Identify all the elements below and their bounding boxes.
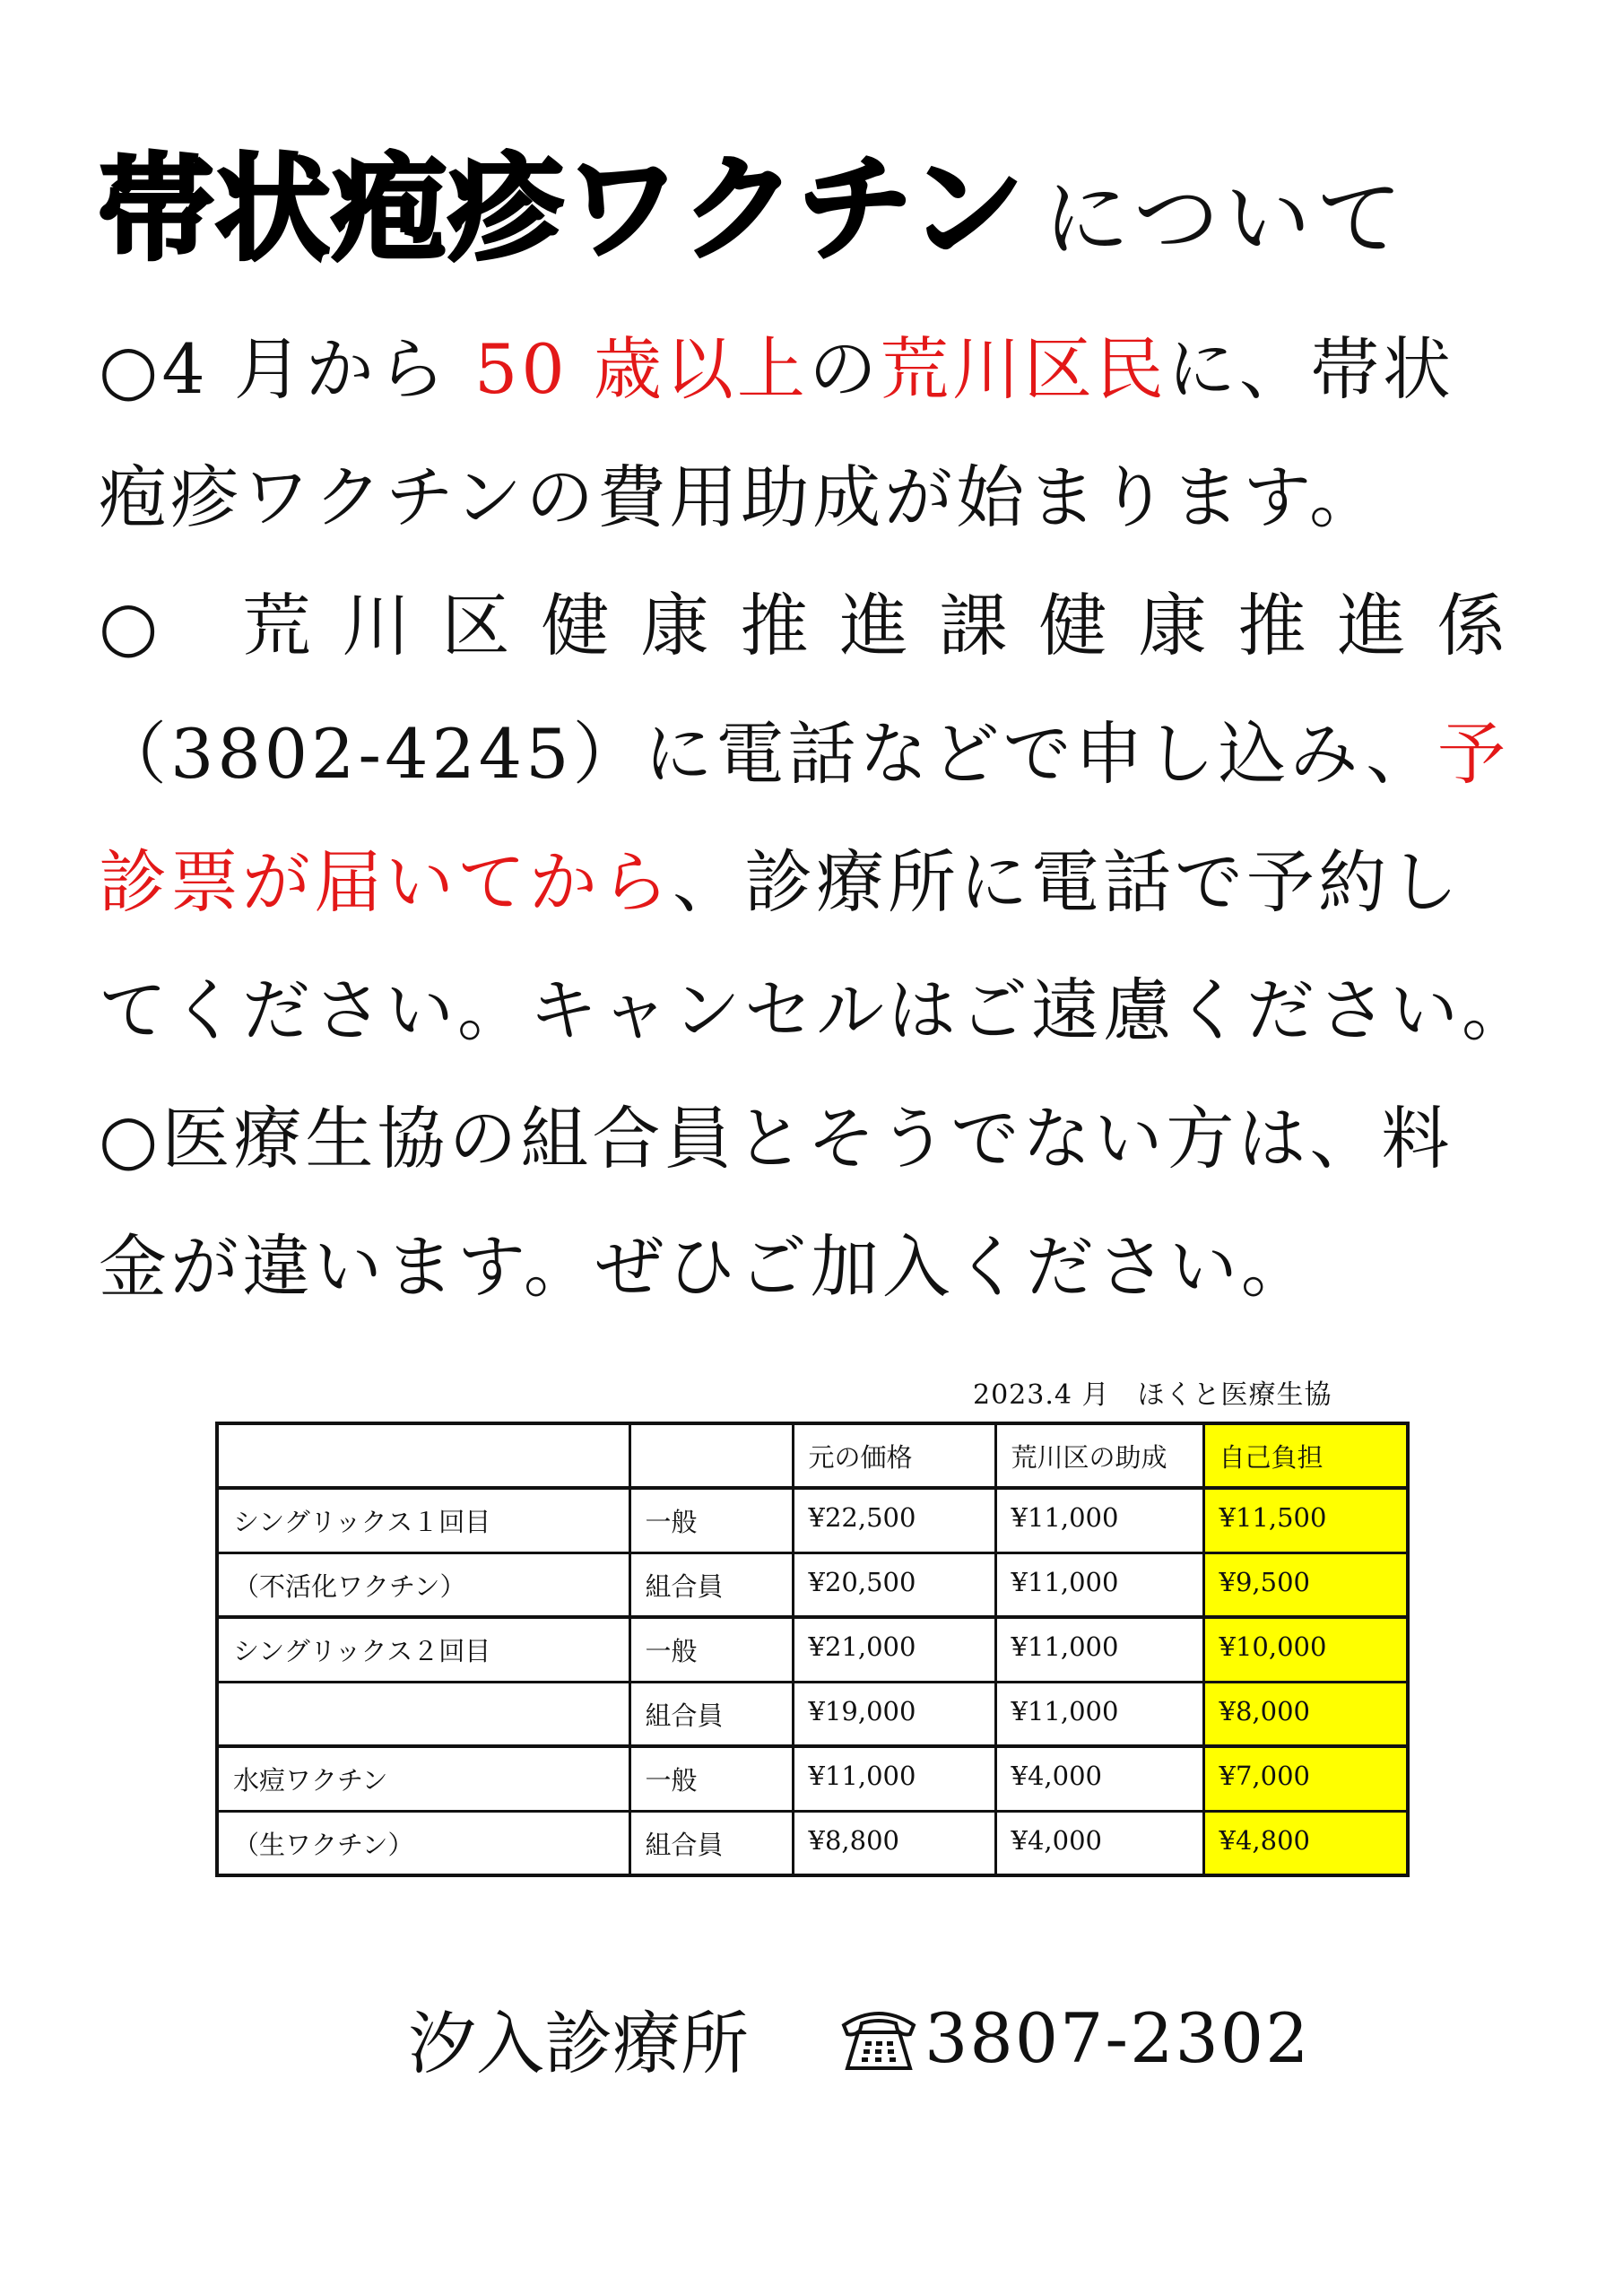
paragraph-2-line-1: ○ 荒川区健康推進課健康推進係: [99, 586, 1537, 665]
table-cell: ¥22,500: [793, 1488, 995, 1552]
text-span: （3802-4245）に電話などで申し込み、: [99, 714, 1438, 794]
table-cell: ¥9,500: [1203, 1552, 1408, 1617]
notice-body: [99, 305, 1569, 1331]
resident-highlight: 荒川区民: [880, 329, 1167, 409]
table-row: [217, 1552, 1408, 1617]
paragraph-2-line-4: てください。キャンセルはご遠慮ください。: [99, 970, 1533, 1050]
header-cell: 自己負担: [1203, 1423, 1408, 1488]
table-cell: ¥11,000: [995, 1617, 1203, 1682]
table-cell: シングリックス２回目: [217, 1617, 629, 1682]
header-cell: 元の価格: [793, 1423, 995, 1488]
form-highlight: 予: [1437, 714, 1510, 794]
table-row: [217, 1682, 1408, 1746]
table-cell: 組合員: [629, 1552, 793, 1617]
header-cell: 荒川区の助成: [995, 1423, 1203, 1488]
table-cell: ¥4,000: [995, 1811, 1203, 1875]
table-cell: 一般: [629, 1488, 793, 1552]
text-span: の: [808, 329, 881, 409]
table-cell: 組合員: [629, 1811, 793, 1875]
paragraph-2-line-2: [99, 690, 1569, 818]
paragraph-2-line-3: [99, 818, 1569, 946]
table-cell: 一般: [629, 1617, 793, 1682]
table-row: [217, 1488, 1408, 1552]
clinic-phone: 3807-2302: [924, 1998, 1311, 2078]
table-cell: ¥11,000: [793, 1746, 995, 1811]
telephone-icon: [838, 2004, 919, 2074]
table-cell: シングリックス１回目: [217, 1488, 629, 1552]
fee-table: [215, 1422, 1410, 1877]
header-cell: [217, 1423, 629, 1488]
table-cell: [217, 1682, 629, 1746]
table-row: [217, 1746, 1408, 1811]
table-cell: ¥11,000: [995, 1552, 1203, 1617]
issuer-note: 2023.4 月 ほくと医療生協: [973, 1379, 1332, 1411]
table-cell: ¥4,800: [1203, 1811, 1408, 1875]
paragraph-3-line-2: 金が違います。ぜひご加入ください。: [99, 1227, 1313, 1307]
title-suffix: について: [1043, 169, 1408, 269]
table-header-row: [217, 1423, 1408, 1488]
table-cell: ¥11,500: [1203, 1488, 1408, 1552]
title-main: 帯状疱疹ワクチン: [99, 143, 1026, 276]
age-highlight: 50 歳以上: [473, 329, 809, 409]
table-cell: ¥11,000: [995, 1682, 1203, 1746]
page-title: [99, 117, 1408, 282]
table-cell: （生ワクチン）: [217, 1811, 629, 1875]
table-cell: 一般: [629, 1746, 793, 1811]
table-cell: ¥4,000: [995, 1746, 1203, 1811]
form-highlight: 診票が届いてから: [99, 842, 673, 922]
paragraph-1-line-2: 疱疹ワクチンの費用助成が始まります。: [99, 457, 1382, 537]
clinic-name: 汐入診療所: [408, 2004, 749, 2083]
table-cell: ¥20,500: [793, 1552, 995, 1617]
table-cell: ¥10,000: [1203, 1617, 1408, 1682]
table-cell: 組合員: [629, 1682, 793, 1746]
table-cell: ¥7,000: [1203, 1746, 1408, 1811]
table-cell: ¥21,000: [793, 1617, 995, 1682]
clinic-footer: [408, 1989, 1311, 2087]
text-span: 、診療所に電話で予約し: [673, 842, 1462, 922]
table-cell: ¥19,000: [793, 1682, 995, 1746]
paragraph-1-line-1: [99, 305, 1569, 433]
text-span: ○4 月から: [99, 329, 474, 409]
paragraph-3-line-1: ○医療生協の組合員とそうでない方は、料: [99, 1099, 1454, 1178]
table-cell: ¥8,800: [793, 1811, 995, 1875]
table-cell: 水痘ワクチン: [217, 1746, 629, 1811]
text-span: に、帯状: [1167, 329, 1454, 409]
table-cell: ¥11,000: [995, 1488, 1203, 1552]
table-row: [217, 1617, 1408, 1682]
table-cell: （不活化ワクチン）: [217, 1552, 629, 1617]
table-cell: ¥8,000: [1203, 1682, 1408, 1746]
table-row: [217, 1811, 1408, 1875]
header-cell: [629, 1423, 793, 1488]
